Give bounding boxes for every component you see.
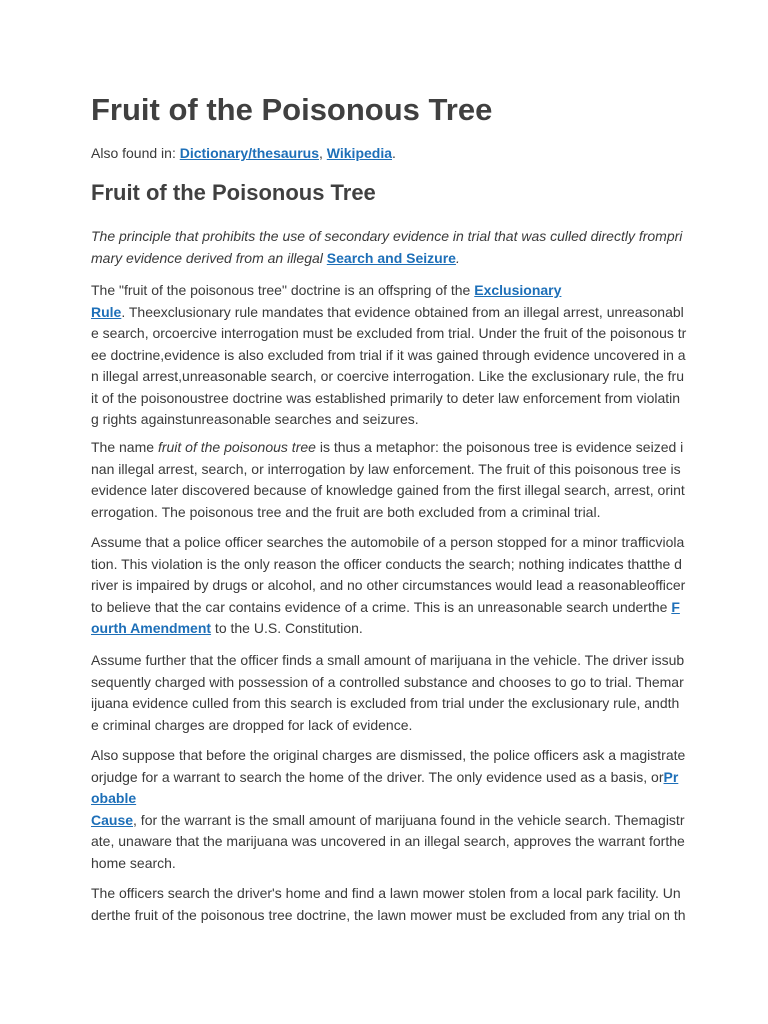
paragraph-doctrine bbox=[91, 280, 687, 431]
dictionary-thesaurus-link[interactable]: Dictionary/thesaurus bbox=[179, 145, 319, 161]
exclusionary-rule-link-cont[interactable]: Rule bbox=[91, 303, 122, 320]
text-run: to the U.S. Constitution. bbox=[211, 620, 363, 636]
italic-term: fruit of the poisonous tree bbox=[157, 439, 316, 455]
text-line: ijuana evidence culled from this search is excluded from trial under the exclusionary rule, andth bbox=[91, 695, 680, 711]
text-line bbox=[91, 597, 679, 619]
text-line bbox=[91, 767, 679, 789]
also-found-prefix: Also found in: bbox=[91, 145, 180, 161]
text-run: The "fruit of the poisonous tree" doctrine is an offspring of the bbox=[91, 282, 475, 298]
text-line: The officers search the driver's home and find a lawn mower stolen from a local park facility. Un bbox=[91, 885, 681, 901]
definition-paragraph bbox=[91, 226, 683, 269]
text-line bbox=[91, 618, 679, 640]
text-line: home search. bbox=[91, 854, 176, 871]
text-line: evidence later discovered because of knowledge gained from the first illegal search, arrest, orint bbox=[91, 482, 685, 498]
wikipedia-link[interactable]: Wikipedia bbox=[326, 145, 393, 161]
text-line: tion. This violation is the only reason the officer conducts the search; nothing indicates thatthe d bbox=[91, 555, 682, 572]
also-found-in bbox=[91, 143, 396, 163]
text-line: derthe fruit of the poisonous tree doctrine, the lawn mower must be excluded from any trial on th bbox=[91, 906, 686, 923]
text-run: orjudge for a warrant to search the home of the driver. The only evidence used as a basis, or bbox=[91, 768, 664, 785]
text-line: Also suppose that before the original charges are dismissed, the police officers ask a magistrate bbox=[91, 747, 686, 763]
also-found-suffix: . bbox=[392, 145, 396, 161]
text-line bbox=[91, 810, 685, 832]
text-line: it of the poisonoustree doctrine was established primarily to deter law enforcement from violatin bbox=[91, 389, 681, 406]
text-line bbox=[91, 437, 684, 459]
text-run: to believe that the car contains evidence of a crime. This is an unreasonable search underthe bbox=[91, 598, 672, 615]
text-line bbox=[91, 302, 684, 324]
text-line: river is impaired by drugs or alcohol, and no other circumstances would lead a reasonableofficer bbox=[91, 577, 686, 593]
paragraph-metaphor bbox=[91, 437, 685, 523]
text-run: mary evidence derived from an illegal bbox=[91, 249, 327, 266]
text-line: g rights againstunreasonable searches and seizures. bbox=[91, 411, 419, 427]
text-run: is thus a metaphor: the poisonous tree is evidence seized i bbox=[315, 439, 684, 455]
page-title: Fruit of the Poisonous Tree bbox=[91, 92, 493, 127]
text-line bbox=[91, 248, 679, 270]
section-title: Fruit of the Poisonous Tree bbox=[91, 180, 376, 205]
fourth-amendment-link[interactable]: F bbox=[671, 598, 680, 615]
text-run: The name bbox=[91, 439, 158, 455]
text-line: Assume that a police officer searches the automobile of a person stopped for a minor trafficviola bbox=[91, 534, 685, 550]
fourth-amendment-link-cont[interactable]: ourth Amendment bbox=[91, 620, 212, 636]
exclusionary-rule-link[interactable]: Exclusionary bbox=[474, 282, 562, 298]
text-line: n illegal arrest,unreasonable search, or coercive interrogation. Like the exclusionary rule, the fru bbox=[91, 368, 684, 384]
text-run: . Theexclusionary rule mandates that evidence obtained from an illegal arrest, unreasonabl bbox=[121, 303, 684, 320]
text-line: Assume further that the officer finds a small amount of marijuana in the vehicle. The driver issub bbox=[91, 652, 685, 668]
text-line: e search, orcoercive interrogation must be excluded from trial. Under the fruit of the poisonous tr bbox=[91, 325, 687, 341]
probable-cause-link-cont[interactable]: obable bbox=[91, 790, 137, 806]
paragraph-example-lawnmower bbox=[91, 883, 686, 926]
text-line: e criminal charges are dropped for lack of evidence. bbox=[91, 716, 413, 733]
text-line: errogation. The poisonous tree and the fruit are both excluded from a criminal trial. bbox=[91, 503, 601, 520]
text-line bbox=[91, 788, 679, 810]
text-run: . bbox=[455, 249, 460, 266]
paragraph-example-marijuana bbox=[91, 650, 685, 736]
text-line: ee doctrine,evidence is also excluded from trial if it was gained through evidence uncovered in a bbox=[91, 346, 686, 363]
probable-cause-link-end[interactable]: Cause bbox=[91, 811, 134, 828]
text-line: nan illegal arrest, search, or interrogation by law enforcement. The fruit of this poisonous tree is bbox=[91, 460, 681, 477]
probable-cause-link[interactable]: Pr bbox=[663, 768, 679, 785]
also-found-separator: , bbox=[319, 145, 327, 161]
text-run: , for the warrant is the small amount of marijuana found in the vehicle search. Themagistr bbox=[133, 811, 685, 828]
text-line: ate, unaware that the marijuana was uncovered in an illegal search, approves the warrant forthe bbox=[91, 833, 685, 849]
text-line: The principle that prohibits the use of secondary evidence in trial that was culled directly frompri bbox=[91, 228, 683, 244]
text-line: sequently charged with possession of a controlled substance and chooses to go to trial. Themar bbox=[91, 673, 684, 690]
paragraph-example-search bbox=[91, 532, 686, 640]
search-and-seizure-link[interactable]: Search and Seizure bbox=[326, 249, 456, 266]
text-line bbox=[91, 280, 679, 302]
paragraph-example-warrant bbox=[91, 745, 686, 874]
